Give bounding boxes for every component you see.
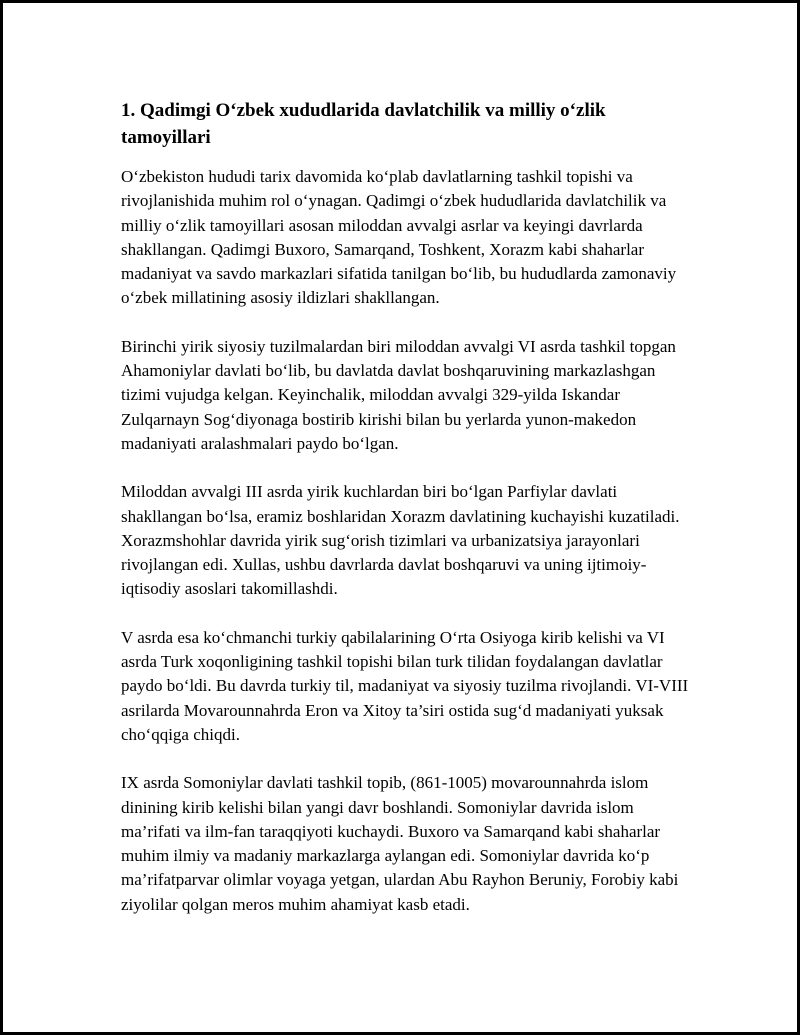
paragraph-5: IX asrda Somoniylar davlati tashkil topib, (861-1005) movarounnahrda islom dinining kirib kelishi bilan yangi davr boshlandi. Somoniylar davrida islom ma’rifati va ilm-fan taraqqiyoti kuchaydi. Buxoro va Samarqand kabi shaharlar muhim ilmiy va madaniy markazlarga aylangan edi. Somoniylar davrida ko‘p ma’rifatparvar olimlar voyaga yetgan, ulardan Abu Rayhon Beruniy, Forobiy kabi ziyolilar qolgan meros muhim ahamiyat kasb etadi. xyxy=(121,773,679,914)
document-body xyxy=(121,97,696,917)
paragraph-2: Birinchi yirik siyosiy tuzilmalardan biri miloddan avvalgi VI asrda tashkil topgan Ahamoniylar davlati bo‘lib, bu davlatda davlat boshqaruvining markazlashgan tizimi vujudga kelgan. Keyinchalik, miloddan avvalgi 329-yilda Iskandar Zulqarnayn Sog‘diyonaga bostirib kirishi bilan bu yerlarda yunon-makedon madaniyati aralashmalari paydo bo‘lgan. xyxy=(121,336,676,453)
paragraph-4: V asrda esa ko‘chmanchi turkiy qabilalarining O‘rta Osiyoga kirib kelishi va VI asrda Turk xoqonligining tashkil topishi bilan turk tilidan foydalangan davlatlar paydo bo‘ldi. Bu davrda turkiy til, madaniyat va siyosiy tuzilma rivojlandi. VI-VIII asrilarda Movarounnahrda Eron va Xitoy ta’siri ostida sug‘d madaniyati yuksak cho‘qqiga chiqdi. xyxy=(121,627,689,744)
paragraph-3: Miloddan avvalgi III asrda yirik kuchlardan biri bo‘lgan Parfiylar davlati shakllangan bo‘lsa, eramiz boshlaridan Xorazm davlatining kuchayishi kuzatiladi. Xorazmshohlar davrida yirik sug‘orish tizimlari va urbanizatsiya jarayonlari rivojlangan edi. Xullas, ushbu davrlarda davlat boshqaruvi va uning ijtimoiy-iqtisodiy asoslari takomillashdi. xyxy=(121,482,680,599)
paragraph-1: O‘zbekiston hududi tarix davomida ko‘plab davlatlarning tashkil topishi va rivojlanishida muhim rol o‘ynagan. Qadimgi o‘zbek hududlarida davlatchilik va milliy o‘zlik tamoyillari asosan miloddan avvalgi asrlar va keyingi davrlarda shakllangan. Qadimgi Buxoro, Samarqand, Toshkent, Xorazm kabi shaharlar madaniyat va savdo markazlari sifatida tanilgan bo‘lib, bu hududlarda zamonaviy o‘zbek millatining asosiy ildizlari shakllangan. xyxy=(121,167,677,308)
section-heading: 1. Qadimgi O‘zbek xududlarida davlatchilik va milliy o‘zlik tamoyillari xyxy=(121,100,606,148)
